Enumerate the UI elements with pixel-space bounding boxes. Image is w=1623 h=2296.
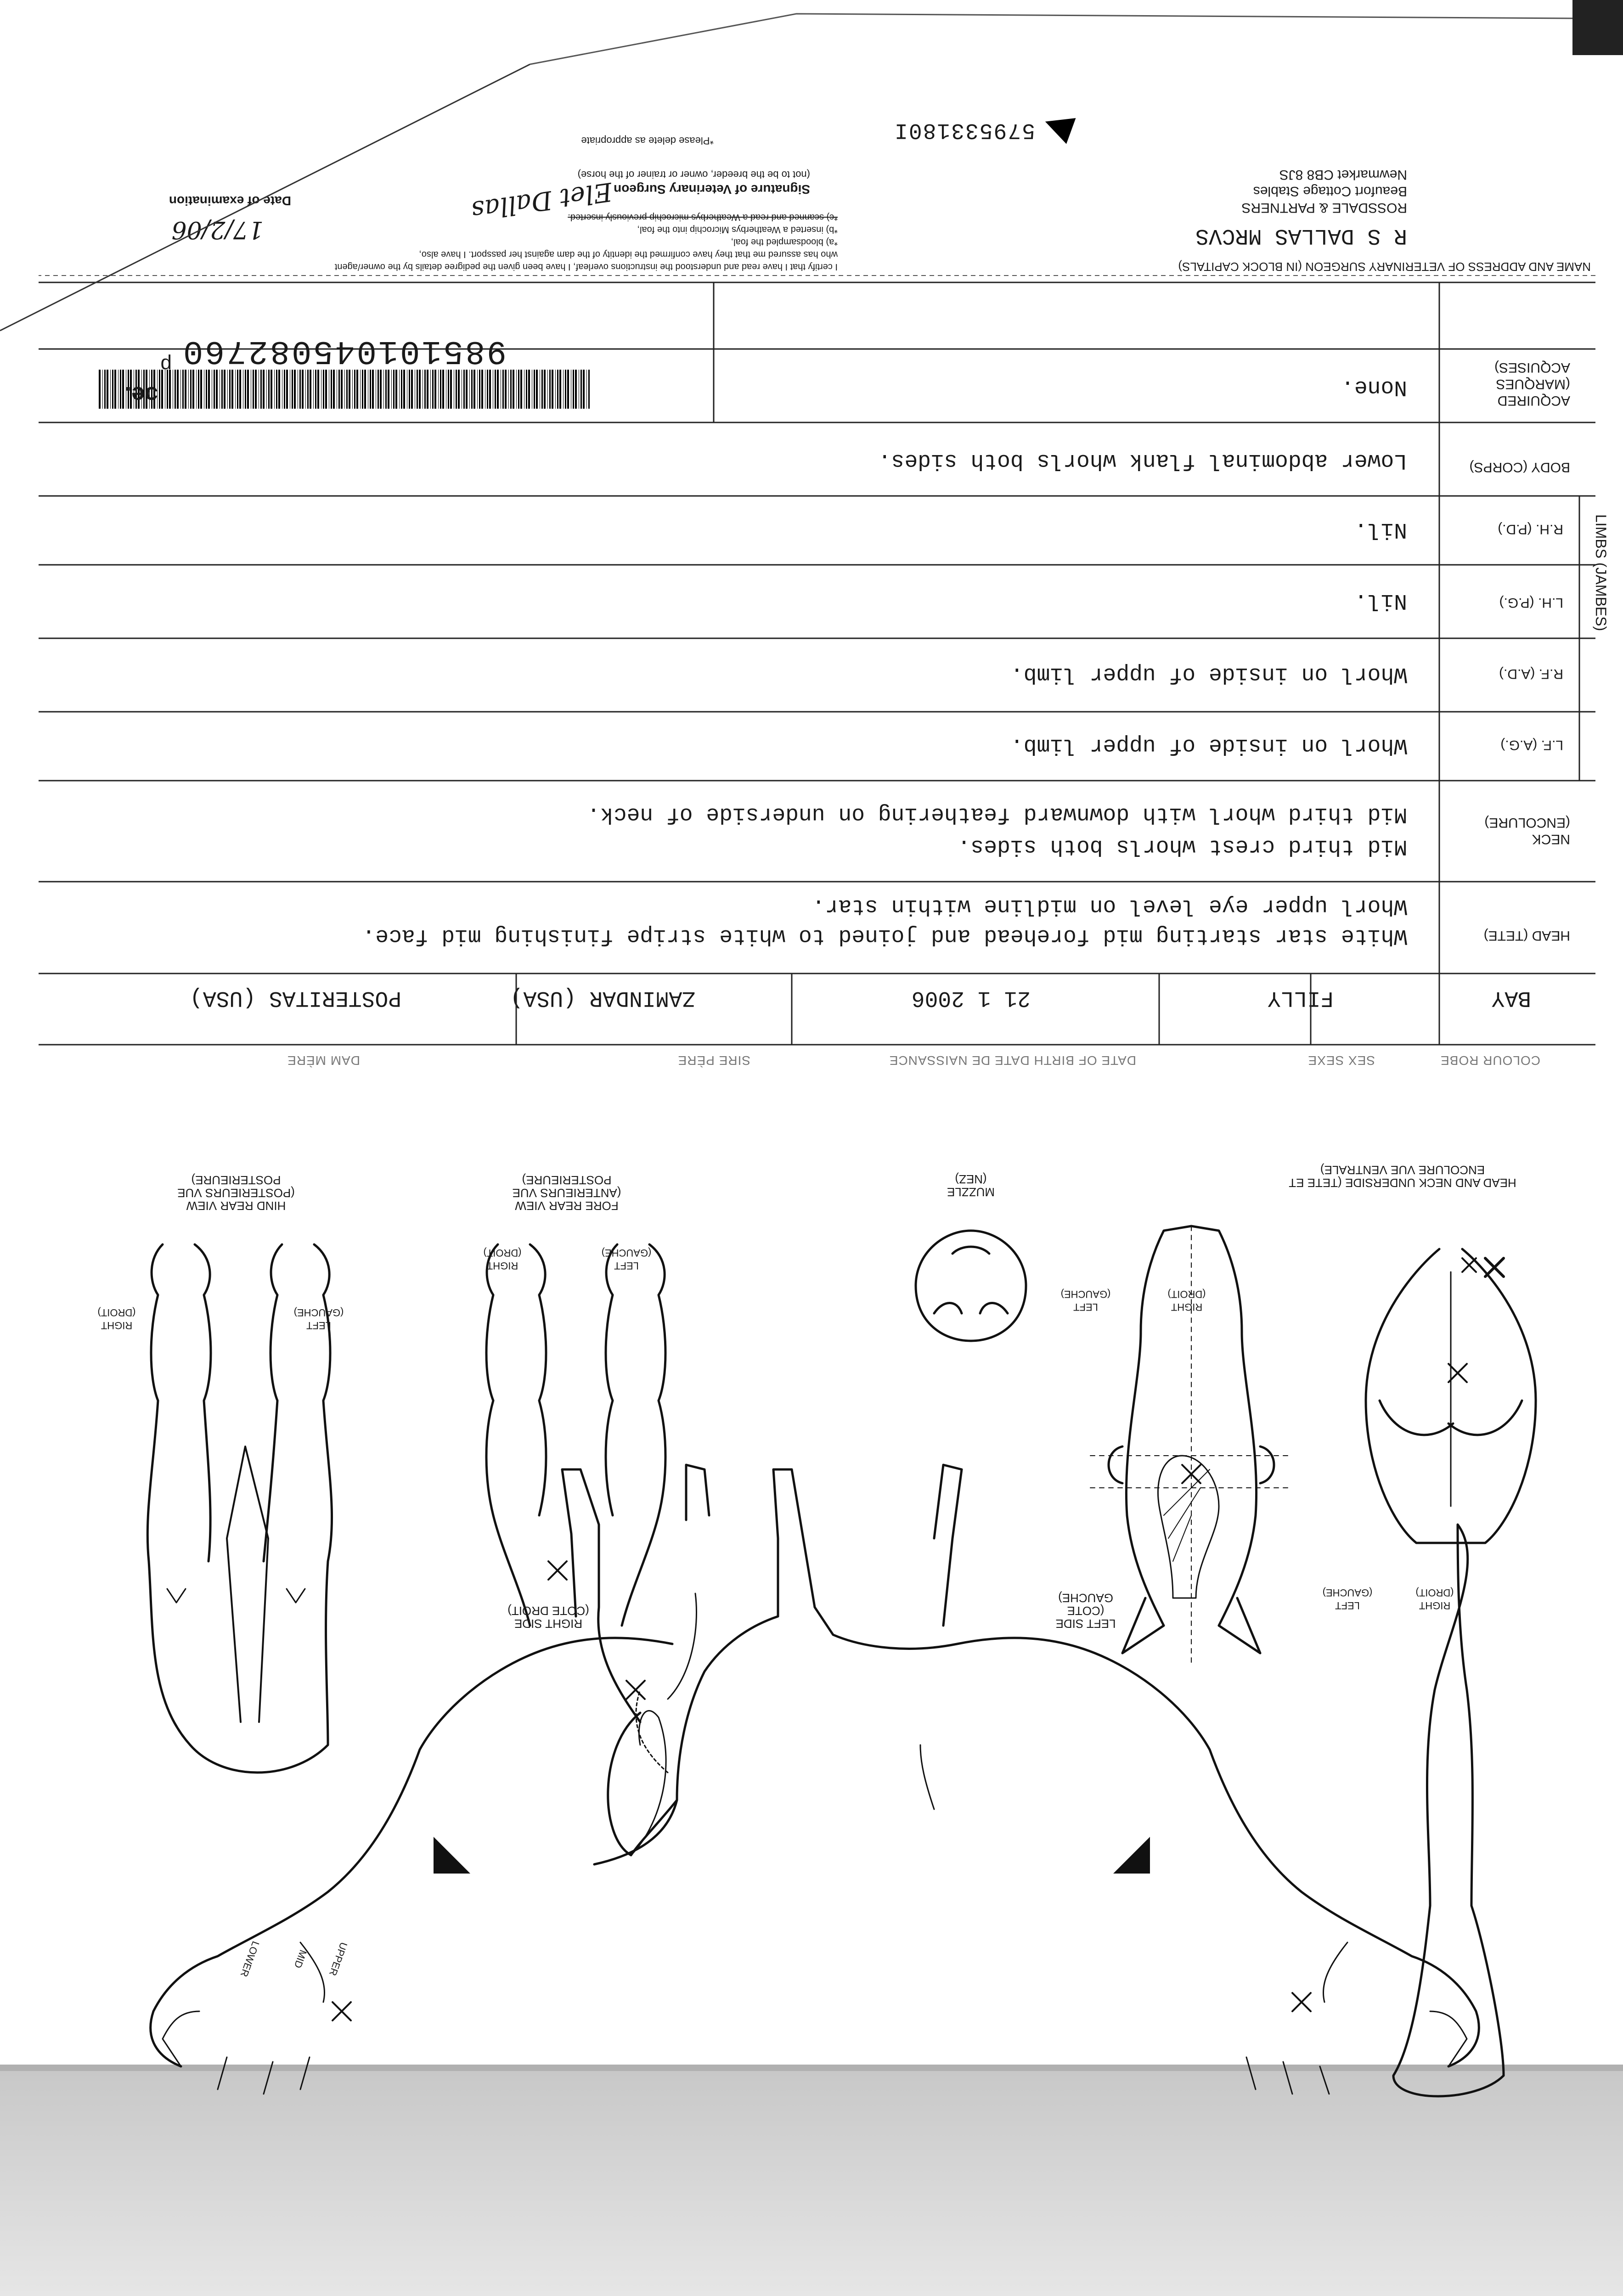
colour-label: COLOUR ROBE xyxy=(1440,1053,1540,1068)
head-marking-line-1: White star starting mid forehead and joined to white stripe finishing mid face. xyxy=(362,923,1407,948)
colour-value: BAY xyxy=(1491,985,1531,1010)
hind-right-label: RIGHT (DROIT) xyxy=(97,1307,136,1331)
fore-left-label: LEFT (GAUCHE) xyxy=(601,1247,652,1272)
front-right-label: RIGHT (DROIT) xyxy=(1167,1289,1206,1313)
row-label-lf: L.F. (A.G.) xyxy=(1500,737,1563,753)
sire-value: ZAMINDAR (USA) xyxy=(510,985,695,1010)
row-label-neck: NECK (ENCOLURE) xyxy=(1484,815,1570,847)
neck-lower-label: LOWER xyxy=(238,1939,262,1979)
sex-label: SEX SEXE xyxy=(1307,1053,1375,1068)
serial-number: 579533180I xyxy=(893,118,1035,142)
fore-rear-label: FORE REAR VIEW (ANTERIEURS VUE POSTERIEURE) xyxy=(512,1173,621,1213)
dam-label: DAM MÈRE xyxy=(287,1053,360,1068)
certification-line-2: who has assured me that they have confirmed the identity of the dam against her passport. I have also, xyxy=(419,249,838,259)
vet-name-label: NAME AND ADDRESS OF VETERINARY SURGEON (IN BLOCK CAPITALS) xyxy=(1178,260,1591,274)
vet-address-2: Newmarket CB8 8JS xyxy=(1279,167,1407,182)
left-side-horse-diagram xyxy=(548,1465,1479,2094)
certification-line-3: *a) bloodsampled the foal, xyxy=(731,237,838,247)
left-side-label: LEFT SIDE (COTE GAUCHE) xyxy=(1055,1591,1116,1631)
muzzle-label: MUZZLE (NEZ) xyxy=(947,1172,995,1199)
lf-marking: Whorl on inside of upper limb. xyxy=(1010,733,1407,758)
row-label-head: HEAD (TETE) xyxy=(1483,928,1570,943)
microchip-number: 985101045082760 xyxy=(181,332,507,370)
margin-mark-b: ɔe. xyxy=(124,382,158,408)
rf-marking: Whorl on inside of upper limb. xyxy=(1010,662,1407,687)
sire-label: SIRE PÈRE xyxy=(677,1053,750,1068)
neck-mid-label: MID xyxy=(292,1948,309,1970)
row-label-body: BODY (CORPS) xyxy=(1469,460,1570,475)
vet-address-1: Beaufort Cottage Stables xyxy=(1253,184,1407,199)
date-of-examination-value: 17/2/06 xyxy=(171,216,264,243)
certification-line-5: *c) scanned and read a Weatherbys microchip previously inserted. xyxy=(568,212,838,222)
head-right-label: RIGHT (DROIT) xyxy=(1415,1587,1454,1611)
head-marking-line-2: Whorl upper eye level on midline within star. xyxy=(812,894,1407,918)
margin-mark-a: p xyxy=(160,354,172,377)
dob-label: DATE OF BIRTH DATE DE NAISSANCE xyxy=(889,1053,1136,1068)
vet-name: R S DALLAS MRCVS xyxy=(1195,223,1407,248)
head-neck-label: HEAD AND NECK UNDERSIDE (TETE ET ENCOLURE VUE VENTRALE) xyxy=(1289,1163,1516,1190)
certification-line-1: I certify that I have read and understood the instructions overleaf, I have been given the pedigree details by the owner/agent xyxy=(334,262,838,272)
signature-note: (not to be the breeder, owner or trainer of the horse) xyxy=(577,169,810,180)
signature-label: Signature of Veterinary Surgeon xyxy=(614,182,810,197)
date-of-examination-label: Date of examination xyxy=(169,194,291,208)
head-neck-underside-diagram xyxy=(1366,1249,1536,2096)
neck-marking-line-2: Mid third whorl with downward feathering on underside of neck. xyxy=(587,802,1407,827)
neck-upper-label: UPPER xyxy=(327,1941,350,1978)
row-label-rh: R.H. (P.D.) xyxy=(1498,522,1563,537)
lh-marking: Nil. xyxy=(1354,588,1407,613)
rh-marking: Nil. xyxy=(1354,517,1407,542)
acquired-marking: None. xyxy=(1341,375,1407,400)
muzzle-diagram xyxy=(916,1231,1026,1341)
row-label-rf: R.F. (A.D.) xyxy=(1499,666,1563,681)
right-side-horse-diagram xyxy=(151,1593,697,2094)
body-marking: Lower abdominal flank whorls both sides. xyxy=(878,448,1407,473)
vet-signature: Elet Dallas xyxy=(469,176,614,226)
neck-marking-line-1: Mid third crest whorls both sides. xyxy=(957,834,1407,859)
dam-value: POSTERITAS (USA) xyxy=(190,985,401,1010)
certification-line-4: *b) inserted a Weatherbys Microchip into the foal, xyxy=(637,225,838,235)
right-side-label: RIGHT SIDE (COTE DROIT) xyxy=(507,1604,589,1631)
delete-note: *Please delete as appropriate xyxy=(581,135,714,146)
fore-rear-view-diagram xyxy=(486,1244,665,1626)
head-left-label: LEFT (GAUCHE) xyxy=(1322,1587,1373,1611)
row-label-acquired: ACQUIRED (MARQUES ACQUISES) xyxy=(1494,360,1570,408)
hind-rear-label: HIND REAR VIEW (POSTERIEURS VUE POSTERIEURE) xyxy=(177,1173,295,1213)
front-left-label: LEFT (GAUCHE) xyxy=(1060,1289,1111,1313)
fore-right-label: RIGHT (DROIT) xyxy=(483,1247,522,1272)
dob-value: 21 1 2006 xyxy=(911,985,1031,1010)
sex-value: FILLY xyxy=(1267,985,1334,1010)
hind-left-label: LEFT (GAUCHE) xyxy=(293,1307,344,1331)
vet-practice: ROSSDALE & PARTNERS xyxy=(1241,200,1407,215)
row-label-lh: L.H. (P.G.) xyxy=(1499,595,1563,610)
limbs-label: LIMBS (JAMBES) xyxy=(1593,514,1609,631)
